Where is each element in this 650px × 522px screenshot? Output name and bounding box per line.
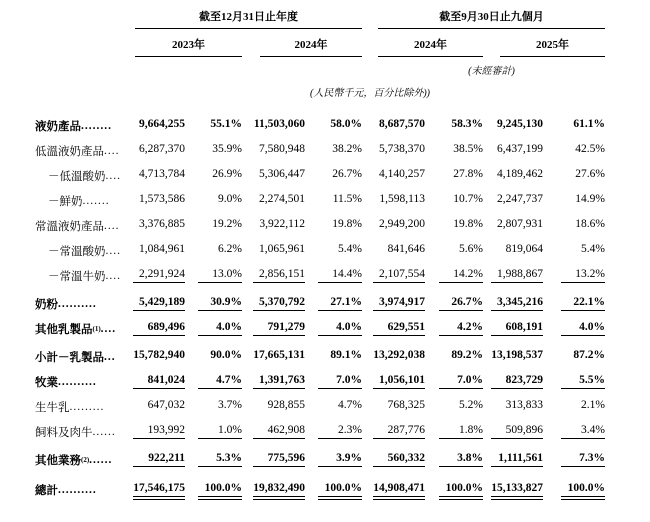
leader-dots: ....: [105, 169, 121, 182]
leader-dots: ....: [105, 269, 121, 282]
cell-9m2025-percent: 100.0%: [543, 477, 605, 502]
cell-9m2024-value: 287,776: [362, 419, 425, 444]
cell-9m2024-percent: 10.7%: [453, 193, 483, 205]
cell-2024-value: 2,274,501: [259, 193, 305, 205]
cell-9m2025-percent: 27.6%: [575, 168, 605, 180]
segment-revenue-table: [35, 8, 605, 502]
cell-9m2025-percent: 14.9%: [575, 193, 605, 205]
cell-2023-percent: 4.7%: [185, 369, 242, 394]
cell-9m2025-percent: 5.4%: [581, 243, 605, 255]
leader-dots: .......: [82, 194, 110, 207]
column-group-annual: 截至12月31日止年度: [135, 8, 362, 29]
cell-9m2024-value: 3,974,917: [362, 291, 425, 316]
cell-2023-percent: 9.0%: [218, 193, 242, 205]
cell-2023-value: 193,992: [135, 419, 185, 444]
leader-dots: .........: [69, 400, 105, 413]
leader-dots: ....: [100, 322, 117, 335]
row-label: 小計－乳製品 ...: [35, 350, 116, 364]
cell-9m2025-value: 9,245,130: [497, 118, 543, 130]
column-header-2024: 2024年: [260, 29, 362, 57]
cell-9m2024-percent: 38.5%: [453, 143, 483, 155]
cell-2023-value: 922,211: [135, 447, 185, 472]
row-label: 低溫液奶產品 ....: [35, 144, 120, 158]
cell-9m2024-value: 1,056,101: [362, 369, 425, 394]
row-label: 飼料及肉牛 ......: [35, 425, 116, 439]
cell-9m2025-percent: 22.1%: [543, 291, 605, 316]
cell-2023-percent: 13.0%: [185, 263, 242, 288]
cell-2024-value: 3,922,112: [259, 218, 305, 230]
cell-2024-value: 17,665,131: [253, 349, 305, 361]
cell-9m2024-value: 14,908,471: [362, 477, 425, 502]
cell-9m2024-value: 13,292,038: [373, 349, 425, 361]
cell-2024-percent: 89.1%: [330, 349, 362, 361]
currency-note: (人民幣千元，百分比除外)): [310, 88, 430, 99]
cell-9m2025-value: 823,729: [483, 369, 543, 394]
row-label: －鮮奶 .......: [48, 194, 110, 208]
cell-2023-percent: 26.9%: [212, 168, 242, 180]
cell-9m2024-value: 4,140,257: [379, 168, 425, 180]
cell-9m2025-percent: 42.5%: [575, 143, 605, 155]
cell-2023-percent: 1.0%: [185, 419, 242, 444]
cell-2024-value: 11,503,060: [253, 118, 305, 130]
cell-2024-percent: 27.1%: [305, 291, 362, 316]
cell-9m2024-value: 768,325: [387, 399, 425, 411]
leader-dots: ..........: [58, 375, 97, 388]
cell-9m2025-value: 15,133,827: [483, 477, 543, 502]
cell-9m2025-value: 819,064: [505, 243, 543, 255]
row-label: 總計 ..........: [35, 483, 97, 497]
cell-2023-value: 15,782,940: [133, 349, 185, 361]
cell-2024-value: 5,370,792: [242, 291, 305, 316]
cell-9m2025-value: 4,189,462: [497, 168, 543, 180]
cell-2023-value: 3,376,885: [139, 218, 185, 230]
cell-9m2024-percent: 5.2%: [459, 399, 483, 411]
cell-9m2024-percent: 5.6%: [459, 243, 483, 255]
cell-2024-percent: 5.4%: [338, 243, 362, 255]
cell-2024-value: 928,855: [267, 399, 305, 411]
cell-2023-value: 1,573,586: [139, 193, 185, 205]
cell-9m2024-value: 2,949,200: [379, 218, 425, 230]
cell-9m2024-percent: 4.2%: [425, 316, 483, 341]
row-label: 其他乳製品 (1) ....: [35, 322, 117, 336]
leader-dots: ......: [92, 425, 116, 438]
cell-9m2024-percent: 7.0%: [425, 369, 483, 394]
cell-2024-percent: 7.0%: [305, 369, 362, 394]
cell-9m2025-percent: 18.6%: [575, 218, 605, 230]
cell-2024-value: 775,596: [242, 447, 305, 472]
cell-2023-value: 647,032: [147, 399, 185, 411]
cell-9m2024-percent: 58.3%: [451, 118, 483, 130]
cell-9m2024-value: 1,598,113: [379, 193, 425, 205]
cell-9m2025-percent: 3.4%: [543, 419, 605, 444]
cell-9m2024-value: 5,738,370: [379, 143, 425, 155]
cell-2023-value: 4,713,784: [139, 168, 185, 180]
cell-9m2025-percent: 13.2%: [543, 263, 605, 288]
cell-2024-percent: 58.0%: [330, 118, 362, 130]
cell-2024-percent: 11.5%: [332, 193, 362, 205]
cell-2023-value: 17,546,175: [135, 477, 185, 502]
cell-9m2025-value: 3,345,216: [483, 291, 543, 316]
cell-9m2025-value: 2,247,737: [497, 193, 543, 205]
cell-9m2024-percent: 1.8%: [425, 419, 483, 444]
leader-dots: ...: [104, 350, 116, 363]
cell-2024-value: 19,832,490: [242, 477, 305, 502]
leader-dots: ........: [81, 119, 112, 132]
column-header-2023: 2023年: [135, 29, 242, 57]
row-label: －常溫酸奶 ....: [48, 244, 121, 258]
cell-9m2024-percent: 26.7%: [425, 291, 483, 316]
column-group-nine-month: 截至9月30日止九個月: [378, 8, 605, 29]
cell-2024-value: 7,580,948: [259, 143, 305, 155]
cell-2024-percent: 38.2%: [332, 143, 362, 155]
leader-dots: ..........: [58, 297, 97, 310]
leader-dots: ....: [104, 144, 120, 157]
cell-9m2024-percent: 14.2%: [425, 263, 483, 288]
cell-2024-value: 462,908: [242, 419, 305, 444]
cell-2024-value: 1,391,763: [242, 369, 305, 394]
cell-9m2024-value: 629,551: [362, 316, 425, 341]
cell-2024-percent: 26.7%: [332, 168, 362, 180]
cell-9m2025-value: 1,988,867: [483, 263, 543, 288]
leader-dots: ....: [104, 219, 120, 232]
cell-2024-percent: 100.0%: [305, 477, 362, 502]
cell-2024-value: 1,065,961: [259, 243, 305, 255]
cell-2023-value: 6,287,370: [139, 143, 185, 155]
row-label: －常溫牛奶 ....: [48, 269, 121, 283]
cell-9m2024-percent: 19.8%: [453, 218, 483, 230]
cell-9m2025-value: 6,437,199: [497, 143, 543, 155]
row-label: －低溫酸奶 ....: [48, 169, 121, 183]
cell-2024-percent: 3.9%: [305, 447, 362, 472]
cell-2023-value: 9,664,255: [139, 118, 185, 130]
cell-2023-percent: 55.1%: [210, 118, 242, 130]
row-label: 常溫液奶產品 ....: [35, 219, 120, 233]
cell-2024-percent: 2.3%: [305, 419, 362, 444]
cell-2023-value: 2,291,924: [135, 263, 185, 288]
cell-2023-value: 1,084,961: [139, 243, 185, 255]
cell-9m2025-percent: 4.0%: [543, 316, 605, 341]
cell-9m2024-value: 841,646: [387, 243, 425, 255]
cell-2023-percent: 90.0%: [210, 349, 242, 361]
cell-2023-value: 689,496: [135, 316, 185, 341]
cell-9m2024-value: 560,332: [362, 447, 425, 472]
cell-9m2025-percent: 5.5%: [543, 369, 605, 394]
cell-2023-percent: 3.7%: [218, 399, 242, 411]
cell-9m2025-percent: 87.2%: [573, 349, 605, 361]
cell-9m2024-percent: 100.0%: [425, 477, 483, 502]
cell-2023-percent: 100.0%: [185, 477, 242, 502]
cell-9m2025-value: 1,111,561: [483, 447, 543, 472]
cell-2024-value: 5,306,447: [259, 168, 305, 180]
cell-9m2024-value: 2,107,554: [362, 263, 425, 288]
cell-9m2025-percent: 7.3%: [543, 447, 605, 472]
row-label: 牧業 ..........: [35, 375, 97, 389]
cell-2024-percent: 14.4%: [305, 263, 362, 288]
row-label: 奶粉 ..........: [35, 297, 97, 311]
cell-9m2025-percent: 2.1%: [581, 399, 605, 411]
cell-2023-value: 5,429,189: [135, 291, 185, 316]
column-header-9m2025: 2025年: [500, 29, 605, 57]
row-label: 其他業務 (2) ......: [35, 453, 113, 467]
cell-2024-percent: 4.0%: [305, 316, 362, 341]
cell-2024-percent: 4.7%: [338, 399, 362, 411]
leader-dots: ....: [105, 244, 121, 257]
cell-9m2024-value: 8,687,570: [379, 118, 425, 130]
cell-9m2025-value: 313,833: [505, 399, 543, 411]
cell-2023-percent: 6.2%: [218, 243, 242, 255]
cell-9m2024-percent: 27.8%: [453, 168, 483, 180]
cell-2023-percent: 35.9%: [212, 143, 242, 155]
cell-9m2024-percent: 3.8%: [425, 447, 483, 472]
cell-2023-percent: 5.3%: [185, 447, 242, 472]
leader-dots: ..........: [58, 483, 97, 496]
unaudited-note: (未經審計): [468, 66, 515, 77]
cell-9m2025-value: 608,191: [483, 316, 543, 341]
cell-9m2025-value: 509,896: [483, 419, 543, 444]
row-label: 生牛乳 .........: [35, 400, 105, 414]
cell-9m2025-percent: 61.1%: [573, 118, 605, 130]
cell-2024-value: 791,279: [242, 316, 305, 341]
cell-2024-value: 2,856,151: [242, 263, 305, 288]
column-header-9m2024: 2024年: [378, 29, 483, 57]
cell-9m2025-value: 13,198,537: [491, 349, 543, 361]
cell-2023-percent: 19.2%: [212, 218, 242, 230]
cell-2023-value: 841,024: [135, 369, 185, 394]
cell-2023-percent: 30.9%: [185, 291, 242, 316]
cell-2024-percent: 19.8%: [332, 218, 362, 230]
cell-2023-percent: 4.0%: [185, 316, 242, 341]
cell-9m2024-percent: 89.2%: [451, 349, 483, 361]
leader-dots: ......: [89, 453, 113, 466]
cell-9m2025-value: 2,807,931: [497, 218, 543, 230]
row-label: 液奶產品 ........: [35, 119, 112, 133]
